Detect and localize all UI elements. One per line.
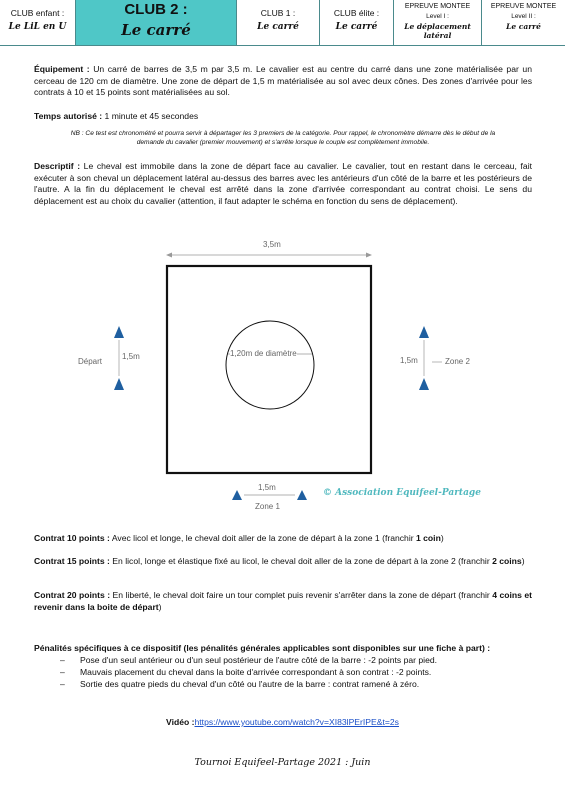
contract-end: ) (158, 601, 162, 612)
descriptif-label: Descriptif : (34, 161, 81, 171)
contract-text: En liberté, le cheval doit faire un tour complet puis revenir s'arrêter dans la zone de départ (franchir (110, 590, 493, 600)
video-link[interactable]: https://www.youtube.com/watch?v=XI83lPErIPE&t=2s (194, 717, 399, 727)
header-cell-club-2 (76, 0, 237, 46)
contract-bold: 4 coins et revenir dans la boite de départ (34, 590, 532, 612)
header-title: CLUB enfant : (10, 8, 65, 18)
header-cell-club-1 (237, 0, 320, 46)
contract-bold: 2 coins (492, 556, 522, 566)
nb-note (60, 129, 506, 147)
header-title: EPREUVE MONTEE (490, 3, 557, 10)
equipement-label: Équipement : (34, 64, 90, 74)
header-title: EPREUVE MONTEE (404, 3, 471, 10)
penalites-list (34, 654, 532, 690)
contract-label: Contrat 15 points : (34, 556, 110, 566)
header-subtitle: Le carré (257, 22, 299, 32)
cerceau-circle (226, 321, 314, 409)
header-level: Level I : (426, 13, 449, 20)
header-table (0, 0, 565, 46)
header-subtitle: Le déplacement latéral (404, 22, 471, 40)
cone-zone1-left (232, 490, 242, 500)
equipement-section (34, 64, 532, 99)
contract-end: ) (521, 556, 525, 566)
descriptif-text: Le cheval est immobile dans la zone de départ face au cavalier. Le cavalier, tout en restant dans le cerceau, fait exécuter à son cheval un déplacement latéral au-dessus des barres avec les antérieurs d'un côté de la barre et les postérieurs de l'autre. A la fin du déplacement le cheval est arrêté dans la zone d'arrivée correspondant au contrat choisi. Le sens du déplacement est au choix du cavalier (attention, il faut adapter le schéma en fonction du sens de déplacement). (34, 161, 532, 206)
barres-square (167, 266, 371, 473)
page-footer: Tournoi Equifeel-Partage 2021 : Juin (194, 757, 371, 768)
right-dimension-label: 1,5m (400, 356, 418, 365)
equipement-text: Un carré de barres de 3,5 m par 3,5 m. Le cavalier est au centre du carré dans une zone matérialisée par un cerceau de 120 cm de diamètre. Une zone de départ de 1,5 m matérialisée au sol avec deux cônes. Des zones d'arrivée pour les contrats à 10 et 15 points sont matérialisées au sol. (34, 64, 532, 97)
bottom-dimension-label: 1,5m (258, 483, 276, 492)
header-subtitle: Le carré (506, 22, 541, 31)
nb-text: NB : Ce test est chronométré et pourra servir à départager les 3 premiers de la catégorie. Pour rappel, le chronomètre démarre dès le début de la demande du cavalier (premier mouvement) et s'arrête lorsque le couple est complètement immobile. (70, 130, 496, 146)
contract-10 (34, 533, 532, 545)
list-item: – Sortie des quatre pieds du cheval d'un côté ou l'autre de la barre : contrat ramené à zéro. (80, 678, 532, 690)
header-subtitle: Le carré (335, 22, 378, 32)
circle-label: 1,20m de diamètre (230, 349, 297, 358)
header-title: CLUB 2 : (124, 1, 188, 18)
video-line (0, 717, 565, 727)
header-cell-club-elite (320, 0, 394, 46)
zone1-label: Zone 1 (255, 502, 280, 511)
diagram-drawing (70, 236, 510, 516)
top-dimension-label: 3,5m (263, 240, 281, 249)
header-level: Level II : (511, 13, 536, 20)
temps-label: Temps autorisé : (34, 111, 103, 121)
header-title: CLUB élite : (333, 8, 380, 18)
copyright-watermark: © Association Equifeel-Partage (323, 488, 481, 498)
contract-text: Avec licol et longe, le cheval doit aller de la zone de départ à la zone 1 (franchir (109, 533, 416, 543)
cone-depart-top (114, 326, 124, 338)
contract-15 (34, 556, 532, 568)
video-label: Vidéo : (166, 717, 195, 727)
arrowhead-left (166, 253, 172, 258)
cone-zone2-bottom (419, 378, 429, 390)
cone-depart-bottom (114, 378, 124, 390)
contract-end: ) (440, 533, 444, 543)
header-cell-level-2 (482, 0, 565, 46)
contract-20 (34, 590, 532, 613)
contract-text: En licol, longe et élastique fixé au licol, le cheval doit aller de la zone de départ à la zone 2 (franchir (109, 556, 493, 566)
square-diagram (70, 236, 510, 516)
list-item: – Mauvais placement du cheval dans la boite d'arrivée correspondant à son contrat : -2 points. (80, 666, 532, 678)
cone-zone2-top (419, 326, 429, 338)
header-subtitle: Le LiL en U (8, 22, 67, 32)
arrowhead-right (366, 253, 372, 258)
left-dimension-label: 1,5m (122, 352, 140, 361)
header-cell-level-1 (394, 0, 482, 46)
descriptif-section (34, 161, 532, 207)
contract-label: Contrat 20 points : (34, 590, 111, 600)
temps-text: 1 minute et 45 secondes (102, 111, 199, 121)
header-subtitle: Le carré (121, 21, 191, 39)
depart-label: Départ (78, 357, 103, 366)
contract-label: Contrat 10 points : (34, 533, 110, 543)
penalites-section (34, 642, 532, 690)
header-title: CLUB 1 : (260, 8, 296, 18)
zone2-label: Zone 2 (445, 357, 470, 366)
penalites-title: Pénalités spécifiques à ce dispositif (les pénalités générales applicables sont disponibles sur une fiche à part) : (34, 643, 491, 653)
list-item: – Pose d'un seul antérieur ou d'un seul postérieur de l'autre côté de la barre : -2 points par pied. (80, 654, 532, 666)
cone-zone1-right (297, 490, 307, 500)
contract-bold: 1 coin (415, 533, 441, 543)
temps-section (34, 111, 532, 123)
header-cell-club-enfant (0, 0, 76, 46)
